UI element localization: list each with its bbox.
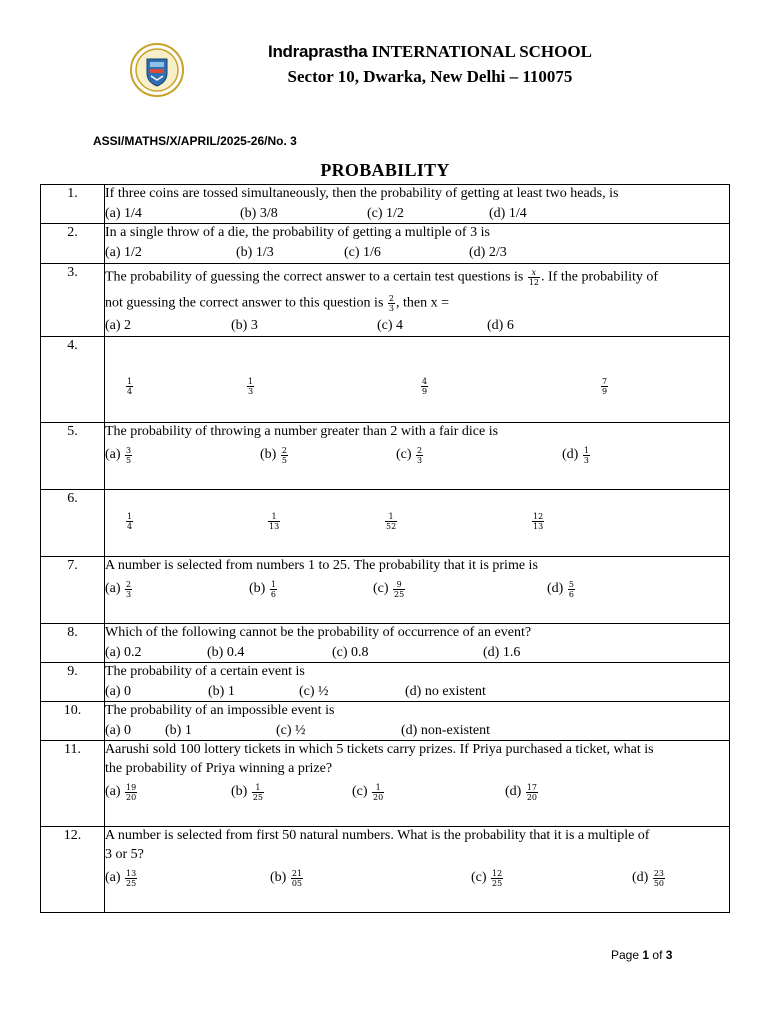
question-body bbox=[105, 185, 730, 224]
school-name-first: Indraprastha bbox=[268, 42, 368, 61]
question-body bbox=[105, 423, 730, 490]
question-body bbox=[105, 337, 730, 423]
question-text-continued: the probability of Priya winning a prize? bbox=[105, 761, 333, 776]
question-body bbox=[105, 264, 730, 337]
fraction-option-c: $\frac{4}{9}$ bbox=[422, 376, 428, 396]
option-d: (d) 2/3 bbox=[469, 244, 507, 260]
question-text: If three coins are tossed simultaneously, then the probability of getting at least two heads, is bbox=[105, 186, 619, 201]
fraction-option-c: $\frac{1}{52}$ bbox=[386, 511, 397, 531]
question-row-3 bbox=[41, 264, 730, 337]
question-text: Which of the following cannot be the probability of occurrence of an event? bbox=[105, 625, 532, 640]
question-body bbox=[105, 741, 730, 827]
option-b: (b) 1 bbox=[165, 722, 192, 738]
fraction-option-b: $\frac{1}{3}$ bbox=[248, 376, 254, 396]
question-text: In a single throw of a die, the probability of getting a multiple of 3 is bbox=[105, 225, 490, 240]
question-row-11 bbox=[41, 741, 730, 827]
option-b: (b) 3 bbox=[231, 317, 258, 333]
option-a: (a) 0 bbox=[105, 722, 132, 738]
option-a: (a) 1/4 bbox=[105, 205, 142, 221]
question-body bbox=[105, 624, 730, 663]
option-b: (b) $\frac{1}{25}$ bbox=[231, 782, 264, 802]
question-body bbox=[105, 702, 730, 741]
question-row-2 bbox=[41, 224, 730, 264]
option-d: (d) $\frac{1}{3}$ bbox=[562, 445, 589, 465]
option-c: (c) 4 bbox=[377, 317, 404, 333]
fraction: $\frac{2}{3}$ bbox=[388, 293, 394, 313]
question-number: 2. bbox=[41, 224, 105, 264]
question-text: The probability of throwing a number greater than 2 with a fair dice is bbox=[105, 424, 499, 439]
question-text: A number is selected from numbers 1 to 25. The probability that it is prime is bbox=[105, 558, 538, 573]
option-a: (a) $\frac{2}{3}$ bbox=[105, 579, 132, 599]
question-row-9 bbox=[41, 663, 730, 702]
question-text: The probability of an impossible event is bbox=[105, 703, 335, 718]
question-body bbox=[105, 557, 730, 624]
question-number: 4. bbox=[41, 337, 105, 423]
questions-table bbox=[40, 184, 730, 913]
option-a: (a) 0.2 bbox=[105, 644, 142, 660]
page-number: Page 1 of 3 bbox=[611, 948, 673, 962]
option-d: (d) $\frac{5}{6}$ bbox=[547, 579, 574, 599]
option-a: (a) $\frac{19}{20}$ bbox=[105, 782, 137, 802]
question-number: 5. bbox=[41, 423, 105, 490]
option-a: (a) 0 bbox=[105, 683, 132, 699]
option-b: (b) 0.4 bbox=[207, 644, 245, 660]
question-number: 9. bbox=[41, 663, 105, 702]
question-number: 12. bbox=[41, 827, 105, 913]
option-b: (b) $\frac{21}{05}$ bbox=[270, 868, 303, 888]
question-row-5 bbox=[41, 423, 730, 490]
option-a: (a) 2 bbox=[105, 317, 132, 333]
option-c: (c) $\frac{12}{25}$ bbox=[471, 868, 503, 888]
question-text: The probability of a certain event is bbox=[105, 664, 305, 679]
question-row-6 bbox=[41, 490, 730, 557]
option-a: (a) $\frac{3}{5}$ bbox=[105, 445, 132, 465]
question-row-4 bbox=[41, 337, 730, 423]
fraction-option-d: $\frac{12}{13}$ bbox=[533, 511, 544, 531]
option-a: (a) $\frac{13}{25}$ bbox=[105, 868, 137, 888]
school-name-rest: INTERNATIONAL SCHOOL bbox=[371, 42, 592, 61]
question-row-8 bbox=[41, 624, 730, 663]
question-text: The probability of guessing the correct answer to a certain test questions is $\frac{x}{12}$ . If the probability of bbox=[105, 267, 659, 287]
document-title: PROBABILITY bbox=[320, 160, 450, 180]
option-a: (a) 1/2 bbox=[105, 244, 142, 260]
option-d: (d) $\frac{17}{20}$ bbox=[505, 782, 538, 802]
question-row-12 bbox=[41, 827, 730, 913]
option-b: (b) $\frac{2}{5}$ bbox=[260, 445, 287, 465]
option-c: (c) $\frac{9}{25}$ bbox=[373, 579, 405, 599]
option-c: (c) ½ bbox=[299, 683, 329, 699]
question-row-7 bbox=[41, 557, 730, 624]
question-body bbox=[105, 490, 730, 557]
question-text-continued: not guessing the correct answer to this question is $\frac{2}{3}$ , then x = bbox=[105, 293, 449, 313]
option-b: (b) 1/3 bbox=[236, 244, 274, 260]
question-number: 3. bbox=[41, 264, 105, 337]
fraction-option-b: $\frac{1}{13}$ bbox=[269, 511, 280, 531]
option-d: (d) 1/4 bbox=[489, 205, 527, 221]
option-d: (d) $\frac{23}{50}$ bbox=[632, 868, 665, 888]
question-row-10 bbox=[41, 702, 730, 741]
fraction-option-d: $\frac{7}{9}$ bbox=[602, 376, 608, 396]
school-address: Sector 10, Dwarka, New Delhi – 110075 bbox=[287, 67, 573, 86]
option-b: (b) 3/8 bbox=[240, 205, 278, 221]
option-d: (d) non-existent bbox=[401, 722, 491, 738]
question-number: 11. bbox=[41, 741, 105, 827]
option-d: (d) no existent bbox=[405, 683, 486, 699]
question-body bbox=[105, 224, 730, 264]
question-number: 8. bbox=[41, 624, 105, 663]
question-number: 7. bbox=[41, 557, 105, 624]
question-body bbox=[105, 663, 730, 702]
question-text-continued: 3 or 5? bbox=[105, 847, 144, 862]
option-b: (b) 1 bbox=[208, 683, 235, 699]
option-c: (c) $\frac{2}{3}$ bbox=[396, 445, 423, 465]
fraction-option-a: $\frac{1}{4}$ bbox=[127, 511, 133, 531]
option-c: (c) 0.8 bbox=[332, 644, 369, 660]
option-c: (c) 1/6 bbox=[344, 244, 381, 260]
option-d: (d) 1.6 bbox=[483, 644, 521, 660]
question-text: A number is selected from first 50 natural numbers. What is the probability that it is a multiple of bbox=[105, 828, 650, 843]
fraction: $\frac{x}{12}$ bbox=[528, 267, 540, 287]
option-c: (c) 1/2 bbox=[367, 205, 404, 221]
school-name bbox=[130, 42, 730, 62]
question-text: Aarushi sold 100 lottery tickets in which 5 tickets carry prizes. If Priya purchased a ticket, what is bbox=[105, 742, 654, 757]
option-c: (c) $\frac{1}{20}$ bbox=[352, 782, 384, 802]
question-body bbox=[105, 827, 730, 913]
option-b: (b) $\frac{1}{6}$ bbox=[249, 579, 276, 599]
fraction-option-a: $\frac{1}{4}$ bbox=[127, 376, 133, 396]
question-row-1 bbox=[41, 185, 730, 224]
question-number: 1. bbox=[41, 185, 105, 224]
question-number: 6. bbox=[41, 490, 105, 557]
option-c: (c) ½ bbox=[276, 722, 306, 738]
question-number: 10. bbox=[41, 702, 105, 741]
option-d: (d) 6 bbox=[487, 317, 514, 333]
assignment-reference: ASSI/MATHS/X/APRIL/2025-26/No. 3 bbox=[93, 134, 297, 148]
